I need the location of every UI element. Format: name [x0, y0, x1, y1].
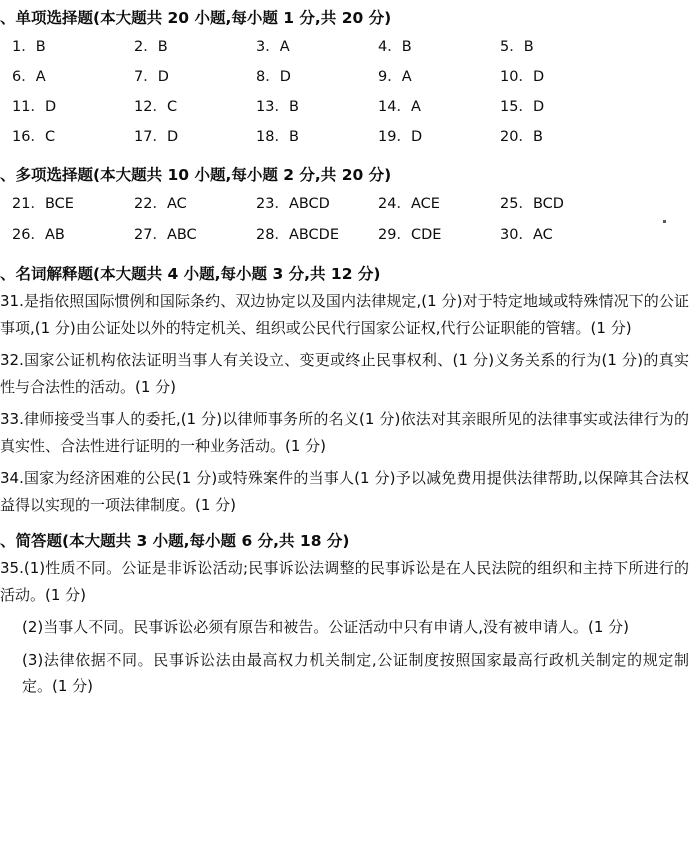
section-heading-single-choice: 、单项选择题(本大题共 20 小题,每小题 1 分,共 20 分) — [0, 9, 392, 27]
answer-item: 22．AC — [134, 196, 187, 212]
answer-key-document — [0, 6, 699, 861]
answer-item: 3．A — [256, 39, 290, 55]
answer-item: 28．ABCDE — [256, 227, 340, 243]
answer-item: 12．C — [134, 99, 178, 115]
short-answer-item-35: 35.(1)性质不同。公证是非诉讼活动;民事诉讼法调整的民事诉讼是在人民法院的组织和主持下所进行的活动。(1 分) — [0, 559, 689, 604]
page-speck — [663, 220, 666, 223]
answer-item: 29．CDE — [378, 227, 442, 243]
answer-item: 24．ACE — [378, 196, 440, 212]
term-explanation-item-31: 31.是指依照国际惯例和国际条约、双边协定以及国内法律规定,(1 分)对于特定地域或特殊情况下的公证事项,(1 分)由公证处以外的特定机关、组织或公民代行国家公证权,代行公证职能的管辖。(1 分) — [0, 292, 689, 337]
answer-item: 14．A — [378, 99, 421, 115]
section-heading-multiple-choice: 、多项选择题(本大题共 10 小题,每小题 2 分,共 20 分) — [0, 166, 392, 184]
answer-item: 11．D — [12, 99, 57, 115]
answer-item: 18．B — [256, 129, 299, 145]
short-answer-item-35-2: (2)当事人不同。民事诉讼必须有原告和被告。公证活动中只有申请人,没有被申请人。(1 分) — [22, 618, 630, 636]
answer-item: 1．B — [12, 39, 46, 55]
answer-item: 15．D — [500, 99, 545, 115]
single-choice-answer-grid — [12, 32, 699, 152]
answer-item: 25．BCD — [500, 196, 564, 212]
section-heading-term-explanation: 、名词解释题(本大题共 4 小题,每小题 3 分,共 12 分) — [0, 265, 381, 283]
answer-item: 19．D — [378, 129, 423, 145]
answer-item: 6．A — [12, 69, 46, 85]
section-heading-short-answer: 、简答题(本大题共 3 小题,每小题 6 分,共 18 分) — [0, 532, 350, 550]
answer-item: 2．B — [134, 39, 168, 55]
answer-item: 17．D — [134, 129, 179, 145]
term-explanation-item-34: 34.国家为经济困难的公民(1 分)或特殊案件的当事人(1 分)予以减免费用提供法律帮助,以保障其合法权益得以实现的一项法律制度。(1 分) — [0, 469, 689, 514]
short-answer-item-35-3: (3)法律依据不同。民事诉讼法由最高权力机关制定,公证制度按照国家最高行政机关制定的规定制定。(1 分) — [22, 650, 689, 695]
term-explanation-item-33: 33.律师接受当事人的委托,(1 分)以律师事务所的名义(1 分)依法对其亲眼所见的法律事实或法律行为的真实性、合法性进行证明的一种业务活动。(1 分) — [0, 410, 689, 455]
answer-item: 13．B — [256, 99, 299, 115]
answer-item: 21．BCE — [12, 196, 74, 212]
answer-item: 23．ABCD — [256, 196, 330, 212]
answer-item: 8．D — [256, 69, 291, 85]
answer-item: 27．ABC — [134, 227, 197, 243]
term-explanation-item-32: 32.国家公证机构依法证明当事人有关设立、变更或终止民事权利、(1 分)义务关系的行为(1 分)的真实性与合法性的活动。(1 分) — [0, 351, 689, 396]
answer-item: 7．D — [134, 69, 169, 85]
answer-item: 26．AB — [12, 227, 65, 243]
answer-item: 30．AC — [500, 227, 553, 243]
answer-item: 16．C — [12, 129, 56, 145]
answer-item: 5．B — [500, 39, 534, 55]
answer-item: 20．B — [500, 129, 543, 145]
answer-item: 10．D — [500, 69, 545, 85]
answer-item: 4．B — [378, 39, 412, 55]
answer-item: 9．A — [378, 69, 412, 85]
multiple-choice-answer-grid — [12, 189, 699, 251]
